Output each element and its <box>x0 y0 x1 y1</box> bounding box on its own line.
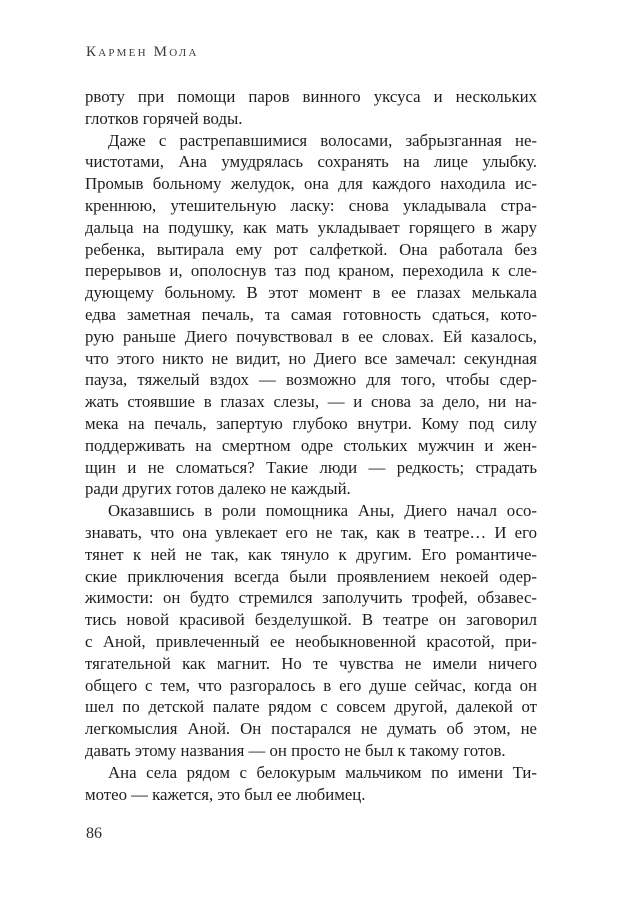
text-line: чистотами, Ана умудрялась сохранять на лице улыбку. <box>85 152 537 172</box>
text-line: Ана села рядом с белокурым мальчиком по имени Ти- <box>108 762 537 782</box>
text-line: шел по детской палате рядом с совсем другой, далекой от <box>85 697 537 717</box>
text-line: с Аной, привлеченный ее необыкновенной красотой, при- <box>85 631 537 651</box>
text-line: ребенка, вытирала ему рот салфеткой. Она работала без <box>85 239 537 259</box>
text-line: общего с тем, что разгоралось в его душе сейчас, когда он <box>85 675 537 695</box>
text-line: что этого никто не видит, но Диего все замечал: секундная <box>85 348 537 368</box>
text-line: пауза, тяжелый вздох — возможно для того, чтобы сдер- <box>85 370 537 390</box>
text-line: Промыв больному желудок, она для каждого находила ис- <box>85 174 537 194</box>
text-line: мека на печаль, запертую глубоко внутри. Кому под силу <box>85 413 537 433</box>
text-line: ради других готов далеко не каждый. <box>85 479 351 499</box>
text-line: креннюю, утешительную ласку: снова укладывала стра- <box>85 195 537 215</box>
text-line: дальца на подушку, как мать укладывает горящего в жару <box>85 217 537 237</box>
page-number: 86 <box>86 825 102 842</box>
text-line: рвоту при помощи паров винного уксуса и нескольких <box>85 87 537 106</box>
text-line: тись новой красивой безделушкой. В театре он заговорил <box>85 610 537 630</box>
text-line: дующему больному. В этот момент в ее глазах мелькала <box>85 283 537 303</box>
text-line: перерывов и, ополоснув таз под краном, переходила к сле- <box>85 261 537 281</box>
running-header-author: Кармен Мола <box>86 44 199 60</box>
text-line: Даже с растрепавшимися волосами, забрызганная не- <box>108 130 537 150</box>
text-line: легкомыслия Аной. Он постарался не думать об этом, не <box>85 719 537 739</box>
text-line: глотков горячей воды. <box>85 108 243 128</box>
text-line: поддерживать на смертном одре стольких мужчин и жен- <box>85 435 537 455</box>
text-line: щин и не сломаться? Такие люди — редкость; страдать <box>85 457 537 477</box>
page-body <box>85 86 537 805</box>
text-line: мотео — кажется, это был ее любимец. <box>85 784 366 804</box>
text-line: жать стоявшие в глазах слезы, — и снова за дело, ни на- <box>85 392 537 412</box>
text-line: рую раньше Диего почувствовал в ее словах. Ей казалось, <box>85 326 537 346</box>
text-line: знавать, что она увлекает его не так, как в театре… И его <box>85 522 537 542</box>
text-line: едва заметная печаль, та самая готовность сдаться, кото- <box>85 304 537 324</box>
text-line: давать этому названия — он просто не был к такому готов. <box>85 740 506 760</box>
text-line: жимости: он будто стремился заполучить трофей, обзавес- <box>85 588 537 608</box>
text-line: ские приключения всегда были проявлением некоей одер- <box>85 566 537 586</box>
text-line: тянет к ней не так, как тянуло к другим. Его романтиче- <box>85 544 537 564</box>
text-line: тягательной как магнит. Но те чувства не имели ничего <box>85 653 537 673</box>
text-line: Оказавшись в роли помощника Аны, Диего начал осо- <box>108 501 537 521</box>
